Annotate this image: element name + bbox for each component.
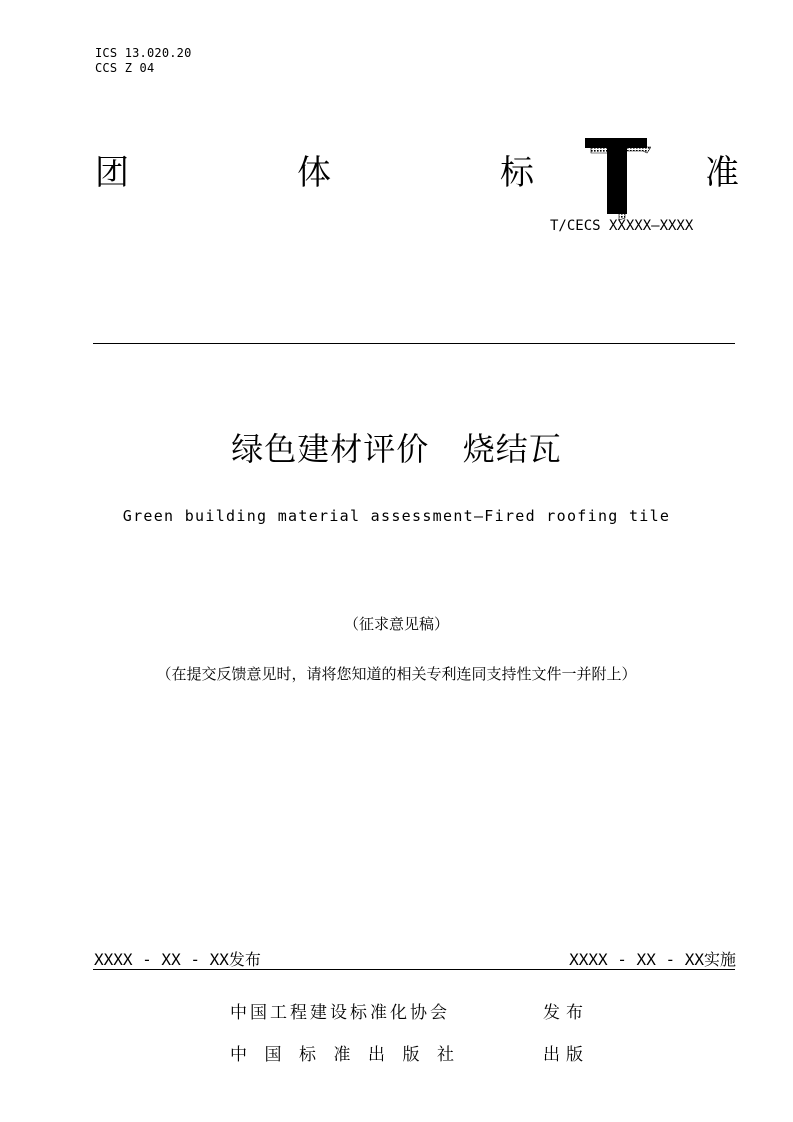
title-chinese: 绿色建材评价 烧结瓦 bbox=[231, 430, 562, 468]
standard-type-char-2: 体 bbox=[297, 153, 331, 193]
classification-codes bbox=[95, 46, 192, 76]
title-english: Green building material assessment—Fired roofing tile bbox=[122, 507, 671, 525]
ics-code: ICS 13.020.20 bbox=[95, 46, 192, 60]
standard-type-char-4: 准 bbox=[705, 153, 739, 193]
press-name: 中国标准出版社 bbox=[230, 1045, 472, 1065]
patent-notice: （在提交反馈意见时，请将您知道的相关专利连同支持性文件一并附上） bbox=[156, 665, 637, 683]
header-divider bbox=[93, 343, 735, 344]
standard-type-char-3: 标 bbox=[500, 153, 534, 193]
press-action: 出版 bbox=[543, 1045, 589, 1065]
release-date: XXXX - XX - XX发布 bbox=[94, 950, 261, 969]
standard-code: T/CECS XXXXX—XXXX bbox=[550, 218, 694, 234]
standard-type-char-1: 团 bbox=[95, 153, 129, 193]
implement-date: XXXX - XX - XX实施 bbox=[569, 950, 736, 969]
issuer-action: 发布 bbox=[543, 1003, 589, 1023]
footer-divider bbox=[93, 969, 735, 970]
t-standard-logo bbox=[585, 138, 651, 220]
issuer-name: 中国工程建设标准化协会 bbox=[230, 1003, 450, 1023]
ccs-code: CCS Z 04 bbox=[95, 61, 155, 75]
draft-label: （征求意见稿） bbox=[343, 615, 449, 633]
